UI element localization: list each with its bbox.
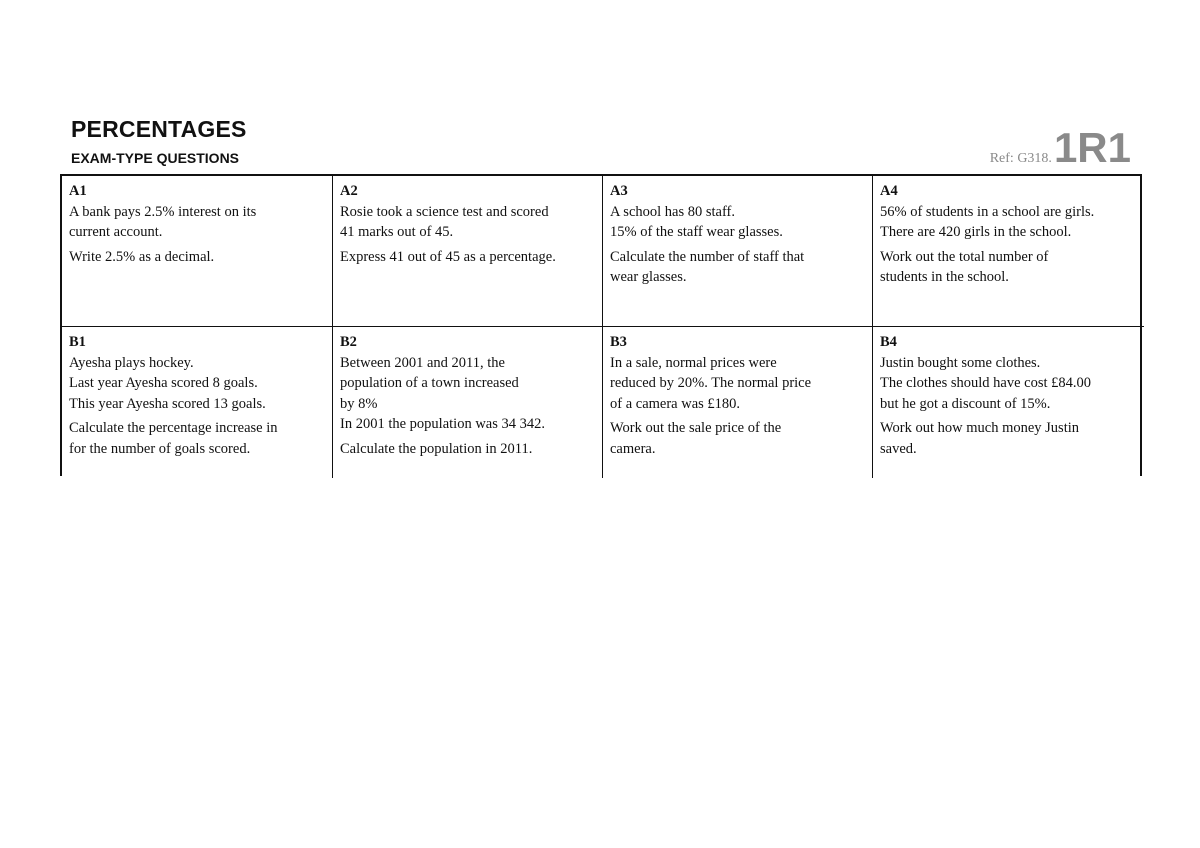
question-line: but he got a discount of 15%. <box>880 395 1051 412</box>
task-line: Write 2.5% as a decimal. <box>69 248 215 265</box>
question-task <box>340 439 596 460</box>
task-line: Work out the total number of <box>880 248 1049 265</box>
question-id: A1 <box>69 183 87 199</box>
question-cell-a1 <box>62 176 333 327</box>
question-line: Justin bought some clothes. <box>880 354 1041 371</box>
question-task <box>69 418 326 459</box>
question-line: There are 420 girls in the school. <box>880 224 1072 240</box>
task-line: Express 41 out of 45 as a percentage. <box>340 248 556 265</box>
question-id: B4 <box>880 334 897 350</box>
page-title: PERCENTAGES <box>71 116 247 142</box>
question-line: This year Ayesha scored 13 goals. <box>69 395 266 412</box>
task-line: Calculate the percentage increase in <box>69 420 278 436</box>
question-line: A bank pays 2.5% interest on its <box>69 203 257 220</box>
question-id: B3 <box>610 334 627 350</box>
task-line: Calculate the population in 2011. <box>340 440 533 457</box>
question-task <box>610 247 866 288</box>
question-task <box>340 247 596 268</box>
page-subtitle: EXAM-TYPE QUESTIONS <box>71 150 240 166</box>
reference <box>990 126 1131 170</box>
task-line: for the number of goals scored. <box>69 440 251 457</box>
question-cell-a3 <box>603 176 873 327</box>
question-line: In a sale, normal prices were <box>610 354 777 371</box>
question-line: Between 2001 and 2011, the <box>340 354 505 371</box>
question-line: A school has 80 staff. <box>610 203 735 220</box>
question-line: Rosie took a science test and scored <box>340 203 549 220</box>
task-line: wear glasses. <box>610 269 687 285</box>
question-text <box>340 202 596 243</box>
question-text <box>69 202 326 243</box>
task-line: camera. <box>610 440 656 457</box>
question-text <box>610 202 866 243</box>
question-cell-b3 <box>603 327 873 478</box>
question-text <box>610 353 866 415</box>
question-cell-b2 <box>333 327 603 478</box>
question-task <box>69 247 326 268</box>
question-cell-a2 <box>333 176 603 327</box>
task-line: Work out how much money Justin <box>880 420 1079 436</box>
question-id: A4 <box>880 183 898 199</box>
question-line: Last year Ayesha scored 8 goals. <box>69 375 258 391</box>
question-cell-a4 <box>873 176 1144 327</box>
question-text <box>340 353 596 435</box>
question-text <box>880 353 1138 415</box>
question-line: 15% of the staff wear glasses. <box>610 224 783 240</box>
question-cell-b1 <box>62 327 333 478</box>
task-line: students in the school. <box>880 269 1009 285</box>
question-line: population of a town increased <box>340 375 519 391</box>
question-line: by 8% <box>340 395 378 412</box>
question-id: A2 <box>340 183 358 199</box>
question-line: Ayesha plays hockey. <box>69 354 194 371</box>
question-line: of a camera was £180. <box>610 395 741 412</box>
question-task <box>880 418 1138 459</box>
question-id: B2 <box>340 334 357 350</box>
question-line: reduced by 20%. The normal price <box>610 375 812 391</box>
question-line: 56% of students in a school are girls. <box>880 203 1095 220</box>
question-text <box>880 202 1138 243</box>
reference-code: 1R1 <box>1053 124 1131 171</box>
question-line: In 2001 the population was 34 342. <box>340 416 545 432</box>
question-text <box>69 353 326 415</box>
task-line: saved. <box>880 440 917 457</box>
question-line: current account. <box>69 224 163 240</box>
question-id: B1 <box>69 334 86 350</box>
reference-label: Ref: G318. <box>989 151 1052 166</box>
task-line: Calculate the number of staff that <box>610 248 805 265</box>
task-line: Work out the sale price of the <box>610 420 782 436</box>
question-grid <box>60 174 1142 476</box>
question-cell-b4 <box>873 327 1144 478</box>
question-task <box>610 418 866 459</box>
question-line: The clothes should have cost £84.00 <box>880 375 1092 391</box>
question-task <box>880 247 1138 288</box>
question-line: 41 marks out of 45. <box>340 224 454 240</box>
question-id: A3 <box>610 183 628 199</box>
